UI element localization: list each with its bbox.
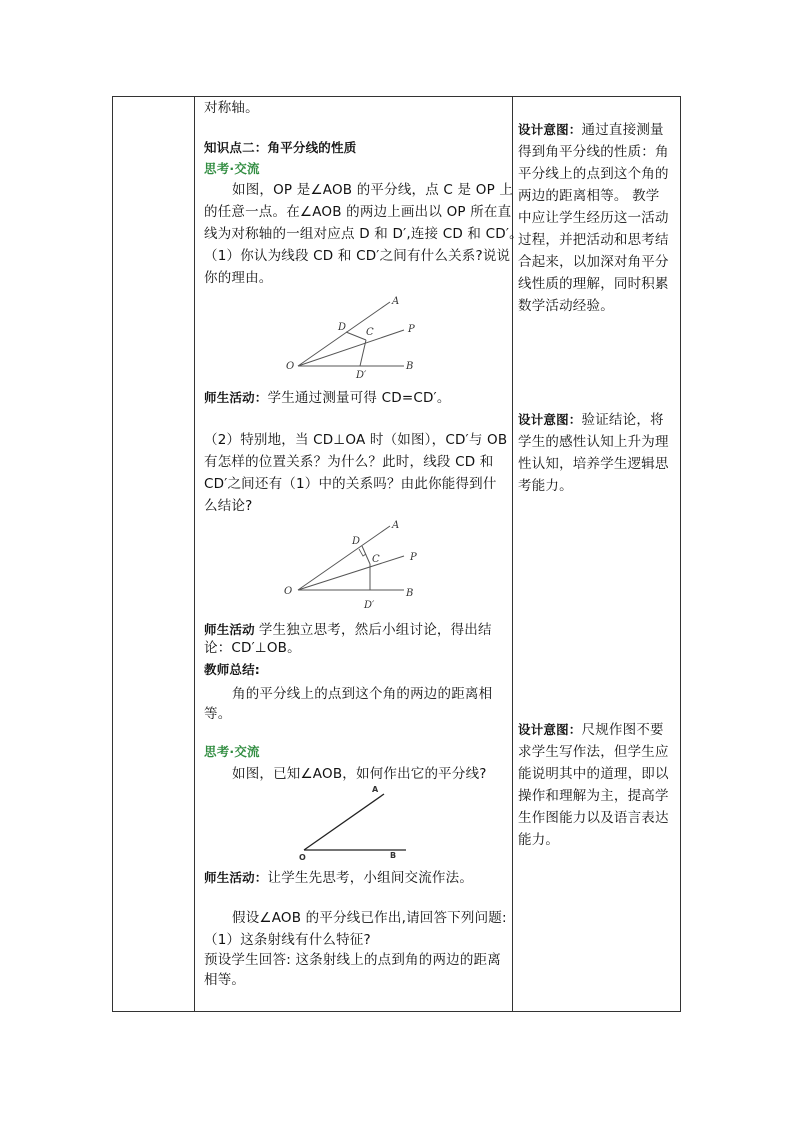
design-intent-text: 通过直接测量: [581, 122, 664, 138]
paragraph-line: 线为对称轴的一组对应点 D 和 D′,连接 CD 和 CD′。: [204, 226, 523, 242]
label-O: O: [284, 586, 293, 597]
paragraph-line: 求学生写作法，但学生应: [518, 744, 669, 760]
teacher-activity-label: 师生活动：: [204, 390, 268, 405]
paragraph-line: （1）这条射线有什么特征?: [204, 932, 371, 948]
teacher-summary-label: 教师总结:: [204, 662, 260, 677]
label-D-prime: D′: [356, 370, 367, 381]
paragraph-line: 能力。: [518, 832, 560, 848]
label-B: B: [406, 361, 414, 372]
design-intent-2: [518, 410, 664, 430]
teacher-activity-text: 学生通过测量可得 CD=CD′。: [267, 390, 451, 406]
paragraph-line: 数学活动经验。: [518, 298, 614, 314]
figure-angle-bisector-2: [278, 516, 428, 611]
paragraph-line: 如图，OP 是∠AOB 的平分线，点 C 是 OP 上: [232, 182, 514, 198]
paragraph-line: 论：CD′⊥OB。: [204, 640, 301, 656]
teacher-activity-1: [204, 388, 451, 408]
paragraph-line: 等。: [204, 706, 232, 722]
teacher-activity-2: [204, 620, 492, 640]
figure-angle-bisector-1: [278, 292, 428, 382]
teacher-activity-3: [204, 868, 473, 888]
design-intent-text: 验证结论，将: [581, 412, 664, 428]
label-A: A: [392, 520, 400, 531]
paragraph-line: 操作和理解为主，提高学: [518, 788, 669, 804]
label-C: C: [366, 327, 374, 338]
label-A: A: [372, 785, 379, 794]
paragraph-line: 生作图能力以及语言表达: [518, 810, 669, 826]
label-O: O: [286, 361, 295, 372]
paragraph-line: 如图，已知∠AOB，如何作出它的平分线?: [232, 766, 487, 782]
paragraph-line: 得到角平分线的性质：角: [518, 144, 669, 160]
design-intent-1: [518, 120, 664, 140]
label-B: B: [390, 851, 397, 860]
paragraph-line: （2）特别地，当 CD⊥OA 时（如图），CD′与 OB: [204, 432, 508, 448]
paragraph-line: 学生的感性认知上升为理: [518, 434, 669, 450]
figure-angle-aob: [290, 782, 420, 862]
design-intent-label: 设计意图：: [518, 122, 582, 137]
paragraph-line: 假设∠AOB 的平分线已作出,请回答下列问题:: [232, 910, 507, 926]
paragraph-line: 线性质的理解，同时积累: [518, 276, 669, 292]
paragraph-line: 你的理由。: [204, 270, 273, 286]
paragraph-line: 过程，并把活动和思考结: [518, 232, 669, 248]
column-divider-1: [194, 97, 195, 1011]
paragraph-line: 有怎样的位置关系？为什么？此时，线段 CD 和: [204, 454, 494, 470]
label-B: B: [406, 588, 414, 599]
paragraph-line: 预设学生回答: 这条射线上的点到角的两边的距离: [204, 952, 501, 968]
paragraph-line: 么结论?: [204, 498, 253, 514]
paragraph-line: （1）你认为线段 CD 和 CD′之间有什么关系?说说: [204, 248, 511, 264]
label-C: C: [372, 554, 380, 565]
paragraph-line: 相等。: [204, 972, 246, 988]
teacher-activity-label: 师生活动: [204, 622, 255, 637]
label-O: O: [299, 853, 306, 862]
paragraph-line: 合起来，以加深对角平分: [518, 254, 669, 270]
design-intent-label: 设计意图：: [518, 722, 582, 737]
design-intent-3: [518, 720, 664, 740]
paragraph-line: 角的平分线上的点到这个角的两边的距离相: [232, 686, 493, 702]
think-exchange-heading: 思考·交流: [204, 161, 260, 176]
design-intent-label: 设计意图：: [518, 412, 582, 427]
paragraph-line: 考能力。: [518, 478, 573, 494]
label-P: P: [408, 324, 415, 335]
paragraph-line: 的任意一点。在∠AOB 的两边上画出以 OP 所在直: [204, 204, 512, 220]
section-title: 知识点二：角平分线的性质: [204, 140, 357, 155]
paragraph-line: 能说明其中的道理，即以: [518, 766, 669, 782]
teacher-activity-text: 学生独立思考，然后小组讨论，得出结: [258, 622, 492, 638]
paragraph-line: 平分线上的点到这个角的: [518, 166, 669, 182]
paragraph-line: CD′之间还有（1）中的关系吗？由此你能得到什: [204, 476, 497, 492]
paragraph-line: 两边的距离相等。 教学: [518, 188, 660, 204]
label-A: A: [392, 296, 400, 307]
teacher-activity-label: 师生活动：: [204, 870, 268, 885]
teacher-activity-text: 让学生先思考，小组间交流作法。: [267, 870, 474, 886]
think-exchange-heading: 思考·交流: [204, 744, 260, 759]
line-text: 对称轴。: [204, 100, 259, 116]
label-D-prime: D′: [364, 600, 375, 611]
paragraph-line: 中应让学生经历这一活动: [518, 210, 669, 226]
label-P: P: [410, 552, 417, 563]
label-D: D: [352, 536, 361, 547]
paragraph-line: 性认知，培养学生逻辑思: [518, 456, 669, 472]
design-intent-text: 尺规作图不要: [581, 722, 664, 738]
label-D: D: [338, 322, 347, 333]
